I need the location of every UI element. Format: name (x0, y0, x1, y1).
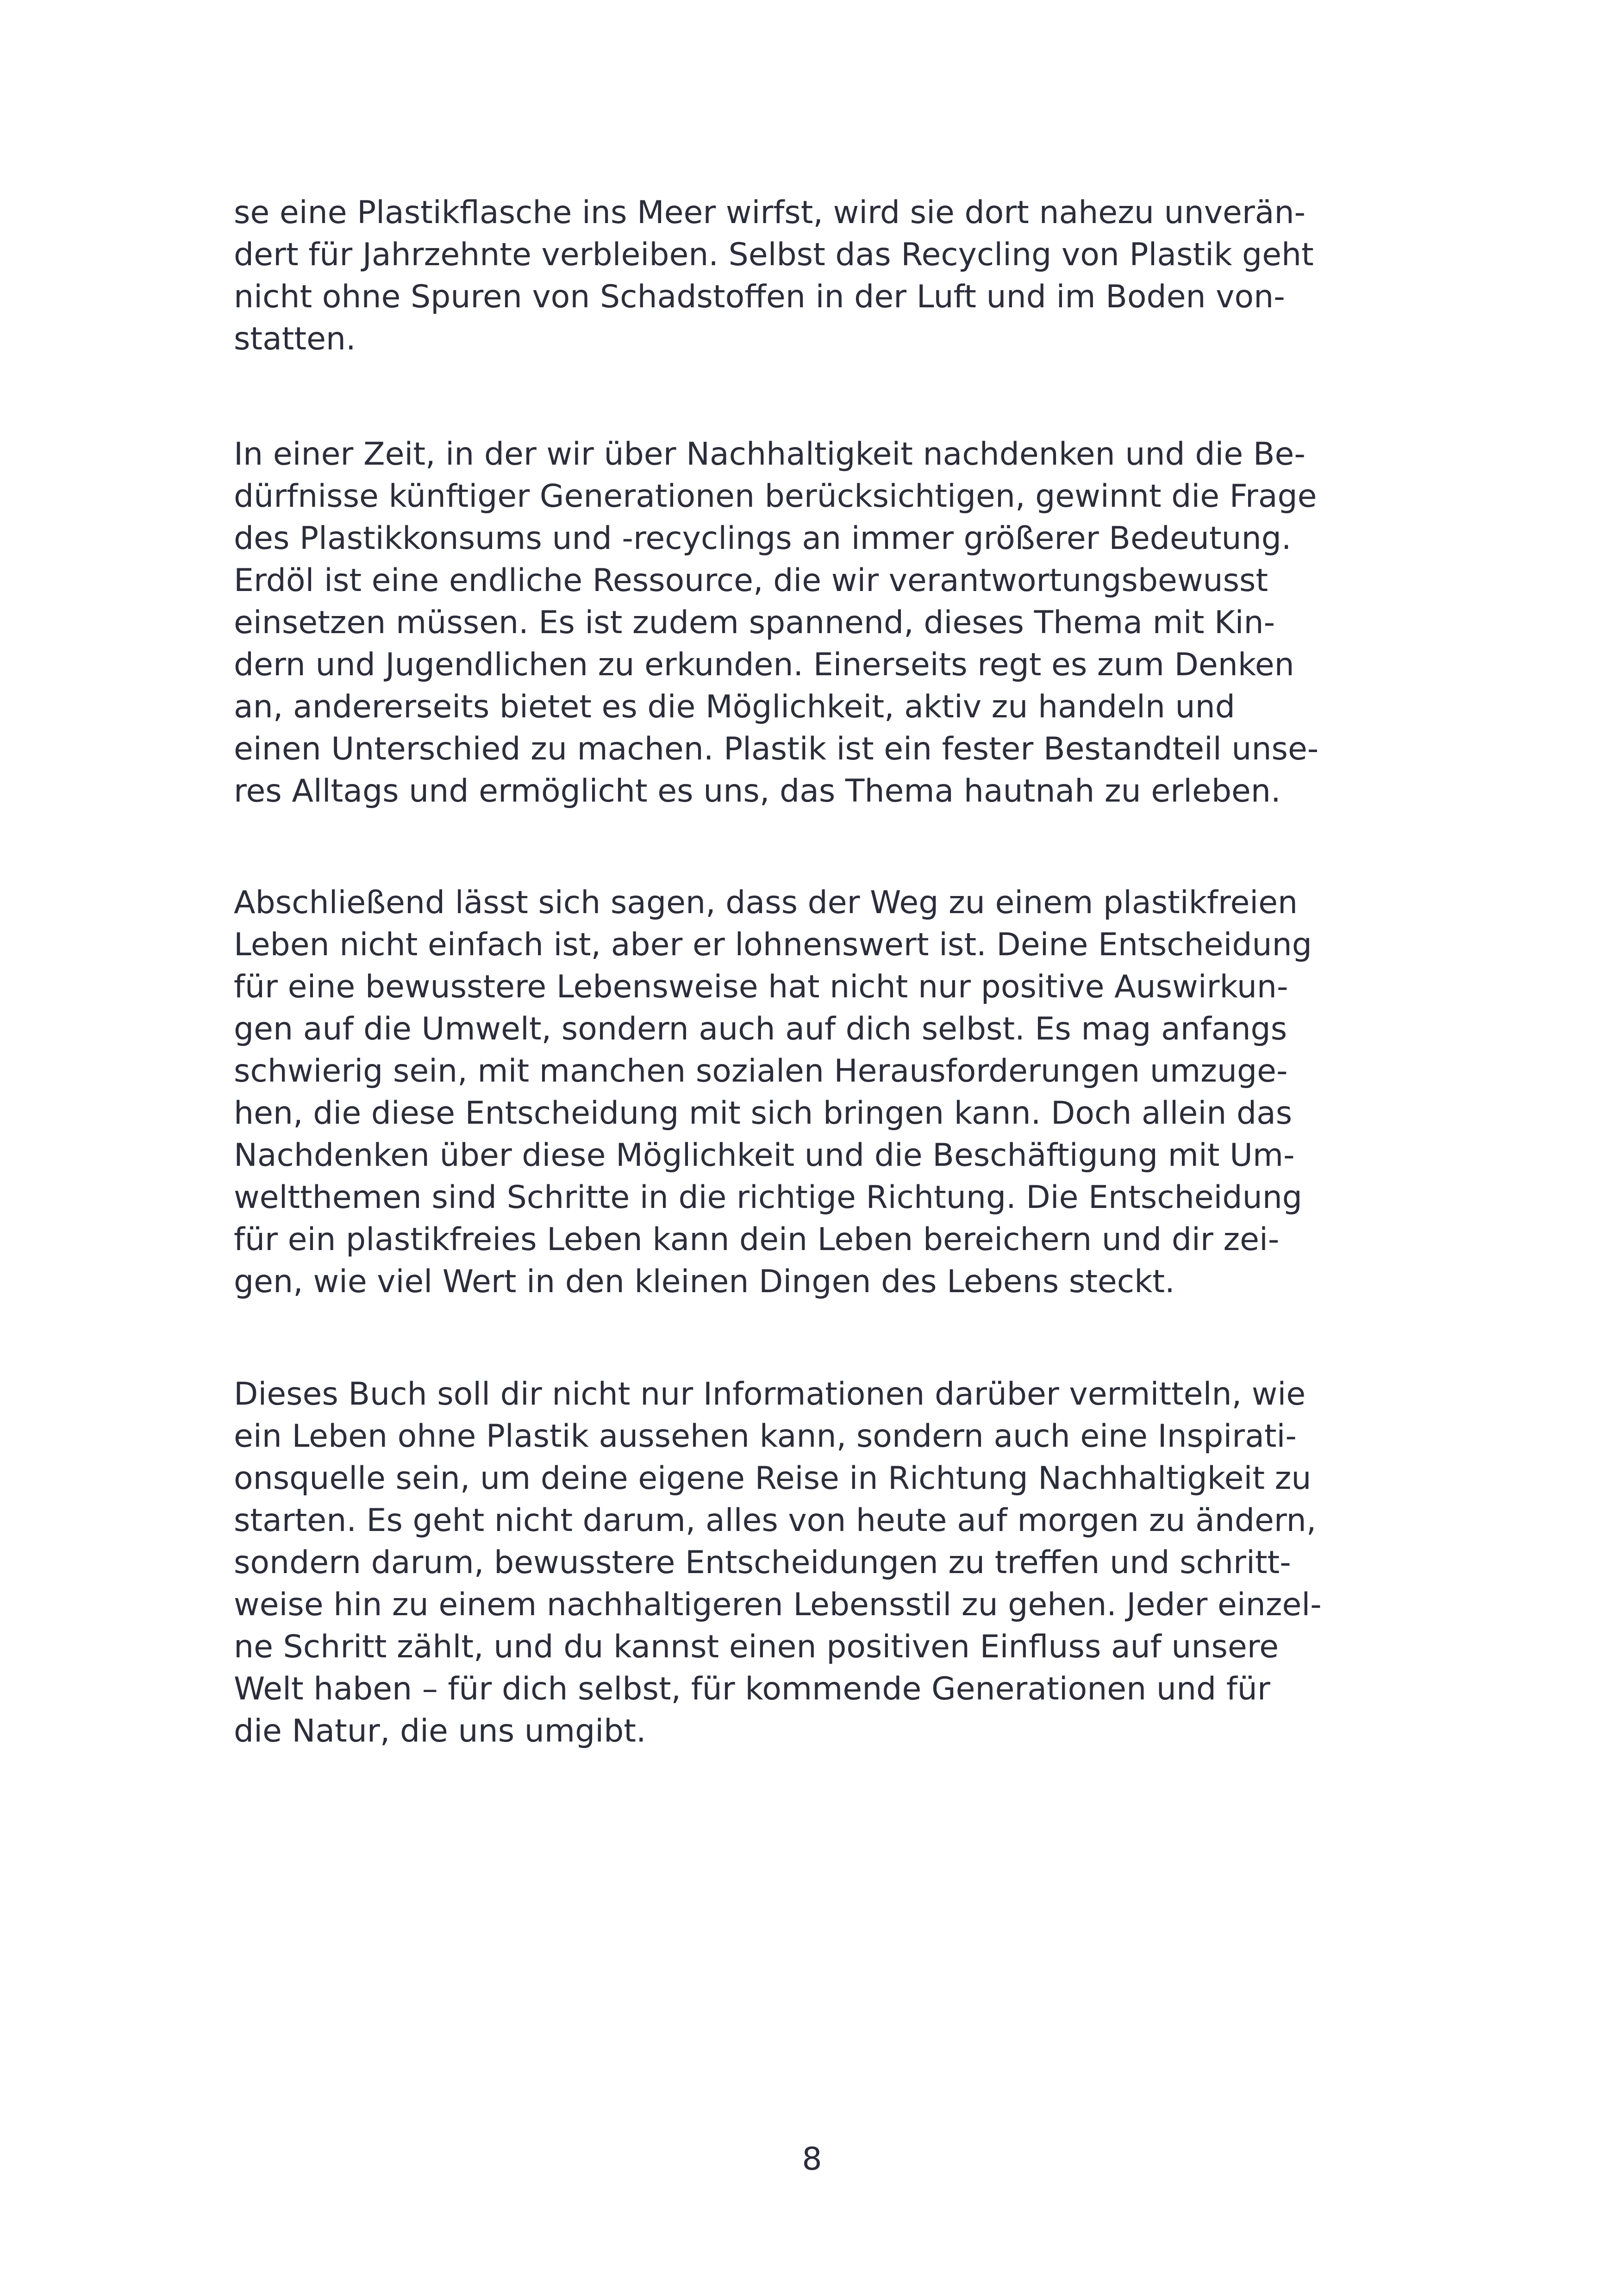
paragraph-conclusion: Abschließend lässt sich sagen, dass der Weg zu einem plastikfreien Leben nicht einfach ist, aber er lohnenswert ist. Deine Entscheidung für eine bewusstere Lebensweise hat nicht nur positive Auswirkun- gen auf die Umwelt, sondern auch auf dich selbst. Es mag anfangs schwierig sein, mit manchen sozialen Herausforderungen umzuge- hen, die diese Entscheidung mit sich bringen kann. Doch allein das Nachdenken über diese Möglichkeit und die Beschäftigung mit Um- weltthemen sind Schritte in die richtige Richtung. Die Entscheidung für ein plastikfreies Leben kann dein Leben bereichern und dir zei- gen, wie viel Wert in den kleinen Dingen des Lebens steckt. (234, 884, 1312, 1300)
paragraph-plastic-bottle: se eine Plastikflasche ins Meer wirfst, wird sie dort nahezu unverän- dert für Jahrzehnte verbleiben. Selbst das Recycling von Plastik geht nicht ohne Spuren von Schadstoffen in der Luft und im Boden von- statten. (234, 194, 1314, 357)
paragraph-sustainability: In einer Zeit, in der wir über Nachhaltigkeit nachdenken und die Be- dürfnisse künftiger Generationen berücksichtigen, gewinnt die Frage des Plastikkonsums und -recyclings an immer größerer Bedeutung. Erdöl ist eine endliche Ressource, die wir verantwortungsbewusst einsetzen müssen. Es ist zudem spannend, dieses Thema mit Kin- dern und Jugendlichen zu erkunden. Einerseits regt es zum Denken an, andererseits bietet es die Möglichkeit, aktiv zu handeln und einen Unterschied zu machen. Plastik ist ein fester Bestandteil unse- res Alltags und ermöglicht es uns, das Thema hautnah zu erleben. (234, 436, 1319, 809)
page-number: 8 (802, 2141, 822, 2178)
paragraph-book-purpose: Dieses Buch soll dir nicht nur Informationen darüber vermitteln, wie ein Leben ohne Plastik aussehen kann, sondern auch eine Inspirati- onsquelle sein, um deine eigene Reise in Richtung Nachhaltigkeit zu starten. Es geht nicht darum, alles von heute auf morgen zu ändern, sondern darum, bewusstere Entscheidungen zu treffen und schritt- weise hin zu einem nachhaltigeren Lebensstil zu gehen. Jeder einzel- ne Schritt zählt, und du kannst einen positiven Einfluss auf unsere Welt haben – für dich selbst, für kommende Generationen und für die Natur, die uns umgibt. (234, 1376, 1322, 1749)
